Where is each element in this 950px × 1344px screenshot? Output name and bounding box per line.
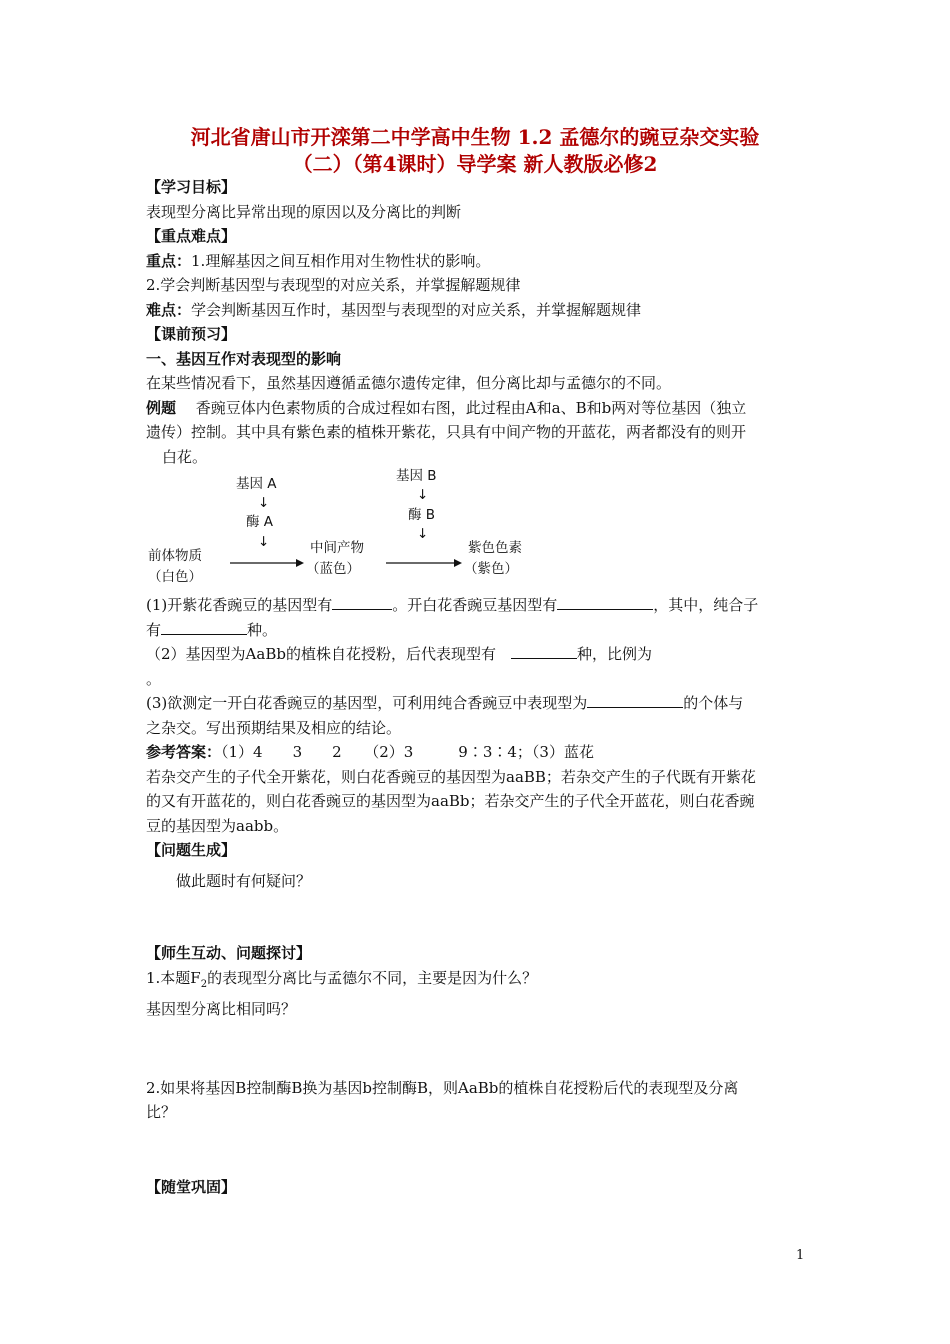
section-heading-preview: 【课前预习】 (146, 325, 237, 343)
spacer (146, 1125, 808, 1175)
answer-blank[interactable] (161, 618, 247, 635)
page-title (120, 124, 830, 178)
question-1-text-e: 种。 (247, 620, 278, 639)
precursor-color: （白色） (148, 569, 202, 585)
question-3-text-b: 的个体与 (683, 694, 744, 712)
discussion-question-1b: 基因型分离比相同吗？ (146, 1000, 297, 1018)
question-1-text-d: 有 (146, 620, 162, 639)
section-heading-consolidate: 【随堂巩固】 (146, 1177, 237, 1196)
title-line-2: （二）（第4课时）导学案 新人教版必修2 (292, 152, 658, 176)
answer-label: 参考答案： (146, 743, 222, 761)
example-line-2: 遗传）控制。其中具有紫色素的植株开紫花，只具有中间产物的开蓝花，两者都没有的则开 (146, 423, 747, 441)
goal-text: 表现型分离比异常出现的原因以及分离比的判断 (146, 202, 462, 221)
key-point-1 (146, 249, 808, 274)
question-2-line-1 (146, 642, 808, 667)
section-heading-key: 【重点难点】 (146, 227, 237, 245)
difficulty-label: 难点： (146, 300, 192, 319)
product-color: （紫色） (464, 561, 518, 577)
product-label: 紫色色素 (468, 540, 522, 556)
arrow-down-icon: ↓ (258, 495, 270, 511)
example-text-1: 香豌豆体内色素物质的合成过程如右图，此过程由A和a、B和b两对等位基因（独立 (195, 398, 747, 417)
gene-a-label: 基因 A (236, 476, 277, 492)
arrow-down-icon: ↓ (417, 487, 429, 503)
question-3-line-2: 之杂交。写出预期结果及相应的结论。 (146, 718, 402, 737)
intermediate-color: （蓝色） (306, 561, 360, 577)
difficulty-point (146, 298, 808, 323)
spacer (146, 1022, 808, 1076)
gene-b-label: 基因 B (396, 468, 437, 484)
answer-line-3: 的又有开蓝花的，则白花香豌豆的基因型为aaBb；若杂交产生的子代全开蓝花，则白花香豌 (146, 792, 755, 810)
title-line-1: 河北省唐山市开滦第二中学高中生物 1.2 孟德尔的豌豆杂交实验 (190, 125, 760, 149)
spacer (146, 893, 808, 941)
section-heading-problem: 【问题生成】 (146, 841, 237, 859)
section-heading-goal: 【学习目标】 (146, 178, 237, 196)
sub-heading: 一、基因互作对表现型的影响 (146, 349, 342, 368)
enzyme-a-label: 酶 A (246, 514, 274, 530)
pathway-arrows (146, 473, 626, 591)
discussion-question-2-line-2: 比？ (146, 1103, 177, 1121)
intermediate-label: 中间产物 (310, 540, 364, 556)
question-1-text-b: 。开白花香豌豆基因型有 (392, 596, 558, 614)
question-1-text-c: ，其中，纯合子 (653, 596, 759, 614)
question-1-text-a: (1)开紫花香豌豆的基因型有 (146, 596, 333, 614)
question-1-line-2 (146, 618, 808, 643)
discussion-q1-post: 的表现型分离比与孟德尔不同，主要是因为什么？ (207, 968, 538, 987)
key-text-1: 1.理解基因之间互相作用对生物性状的影响。 (191, 251, 491, 270)
arrow-down-icon: ↓ (417, 526, 429, 542)
problem-text: 做此题时有何疑问？ (176, 871, 312, 890)
document-body (146, 175, 808, 1199)
answer-line-2: 若杂交产生的子代全开紫花，则白花香豌豆的基因型为aaBB；若杂交产生的子代既有开紫花 (146, 767, 756, 786)
answer-blank[interactable] (511, 642, 577, 659)
example-line-3: 白花。 (162, 447, 208, 466)
enzyme-b-label: 酶 B (408, 507, 436, 523)
question-2-line-2: 。 (146, 669, 162, 688)
answer-line-1 (146, 740, 808, 765)
question-3-text-a: (3)欲测定一开白花香豌豆的基因型，可利用纯合香豌豆中表现型为 (146, 694, 588, 712)
example-label: 例题 (146, 398, 177, 417)
example-line-1 (146, 396, 808, 421)
question-3-line-1 (146, 691, 808, 716)
pathway-diagram (146, 468, 626, 591)
section-heading-discussion: 【师生互动、问题探讨】 (146, 944, 312, 962)
answer-blank[interactable] (587, 691, 683, 708)
key-point-2: 2.学会判断基因型与表现型的对应关系，并掌握解题规律 (146, 276, 521, 294)
question-2-text-b: 种，比例为 (576, 645, 652, 663)
intro-text: 在某些情况看下，虽然基因遵循孟德尔遗传定律，但分离比却与孟德尔的不同。 (146, 374, 672, 392)
precursor-label: 前体物质 (148, 548, 202, 564)
difficulty-text: 学会判断基因互作时，基因型与表现型的对应关系，并掌握解题规律 (191, 300, 642, 319)
answer-blank[interactable] (557, 593, 653, 610)
arrow-down-icon: ↓ (258, 534, 270, 550)
discussion-question-1 (146, 966, 808, 998)
question-1-line-1 (146, 593, 808, 618)
discussion-q1-pre: 1.本题F (146, 968, 201, 987)
discussion-q1-subscript: 2 (200, 978, 208, 990)
answer-blank[interactable] (332, 593, 392, 610)
discussion-question-2-line-1: 2.如果将基因B控制酶B换为基因b控制酶B，则AaBb的植株自花授粉后代的表现型及分离 (146, 1078, 739, 1097)
answer-line-4: 豆的基因型为aabb。 (146, 816, 289, 835)
page-number: 1 (796, 1248, 805, 1263)
answer-text-1: （1）4 3 2 （2）3 9∶3∶4；（3）蓝花 (221, 743, 594, 761)
key-label: 重点： (146, 251, 192, 270)
question-2-text-a: （2）基因型为AaBb的植株自花授粉，后代表现型有 (146, 645, 496, 663)
